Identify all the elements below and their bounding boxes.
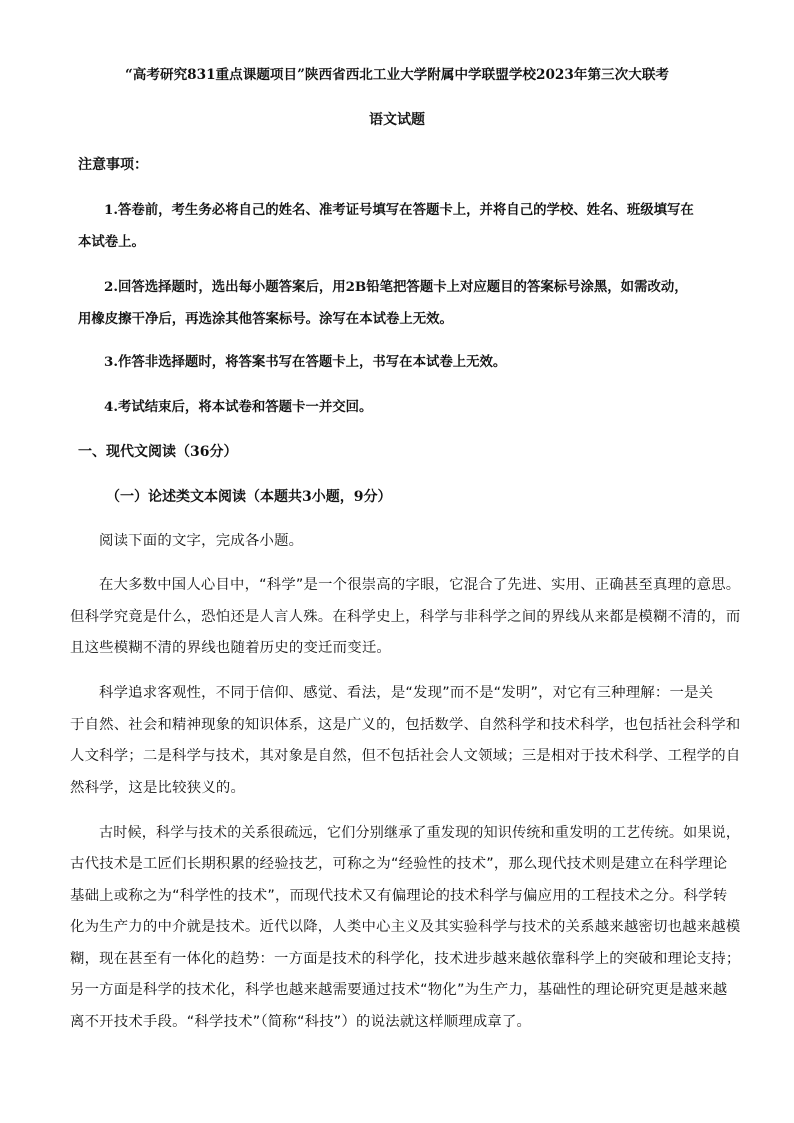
passage-line: 且这些模糊不清的界线也随着历史的变迁而变迁。: [70, 640, 391, 656]
passage-line: 然科学，这是比较狭义的。: [70, 780, 246, 796]
passage-line: 糊，现在甚至有一体化的趋势：一方面是技术的科学化，技术进步越来越依靠科学上的突破和理论支持；: [70, 951, 741, 967]
document-subtitle: 语文试题: [369, 112, 425, 128]
passage-line: 古时候，科学与技术的关系很疏远，它们分别继承了重发现的知识传统和重发明的工艺传统。如果说，: [99, 825, 741, 841]
passage-line: 化为生产力的中介就是技术。近代以降，人类中心主义及其实验科学与技术的关系越来越密切也越来越模: [70, 919, 741, 935]
document-title: “高考研究831重点课题项目”陕西省西北工业大学附属中学联盟学校2023年第三次大联考: [124, 67, 670, 83]
notice-item-continued: 本试卷上。: [78, 234, 145, 250]
passage-line: 但科学究竟是什么，恐怕还是人言人殊。在科学史上，科学与非科学之间的界线从来都是模糊不清的，而: [70, 609, 741, 625]
notice-item: 1.答卷前，考生务必将自己的姓名、准考证号填写在答题卡上，并将自己的学校、姓名、班级填写在: [104, 202, 694, 218]
notice-item-continued: 用橡皮擦干净后，再选涂其他答案标号。涂写在本试卷上无效。: [78, 311, 453, 327]
section-heading: 一、现代文阅读（36分）: [78, 444, 238, 460]
passage-line: 科学追求客观性，不同于信仰、感觉、看法，是“发现”而不是“发明”，对它有三种理解：一是关: [99, 685, 714, 701]
passage-line: 基础上或称之为“科学性的技术”，而现代技术又有偏理论的技术科学与偏应用的工程技术之分。科学转: [70, 888, 728, 904]
passage-line: 离不开技术手段。“科学技术”（简称“科技”）的说法就这样顺理成章了。: [70, 1014, 532, 1030]
notice-heading: 注意事项：: [78, 157, 148, 173]
notice-item: 2.回答选择题时，选出每小题答案后，用2B铅笔把答题卡上对应题目的答案标号涂黑，如需改动，: [104, 279, 688, 295]
passage-line: 于自然、社会和精神现象的知识体系，这是广义的，包括数学、自然科学和技术科学，也包括社会科学和: [70, 717, 741, 733]
passage-line: 在大多数中国人心目中，“科学”是一个很崇高的字眼，它混合了先进、实用、正确甚至真理的意思。: [99, 577, 741, 593]
notice-item: 4.考试结束后，将本试卷和答题卡一并交回。: [104, 399, 373, 415]
notice-item: 3.作答非选择题时，将答案书写在答题卡上，书写在本试卷上无效。: [104, 354, 507, 370]
passage-line: 古代技术是工匠们长期积累的经验技艺，可称之为“经验性的技术”，那么现代技术则是建立在科学理论: [70, 856, 728, 872]
passage-line: 另一方面是科学的技术化，科学也越来越需要通过技术“物化”为生产力，基础性的理论研究更是越来越: [70, 982, 728, 998]
passage-line: 人文科学；二是科学与技术，其对象是自然，但不包括社会人文领域；三是相对于技术科学、工程学的自: [70, 748, 741, 764]
subsection-heading: （一）论述类文本阅读（本题共3小题，9分）: [106, 489, 392, 505]
reading-instruction: 阅读下面的文字，完成各小题。: [99, 533, 304, 549]
